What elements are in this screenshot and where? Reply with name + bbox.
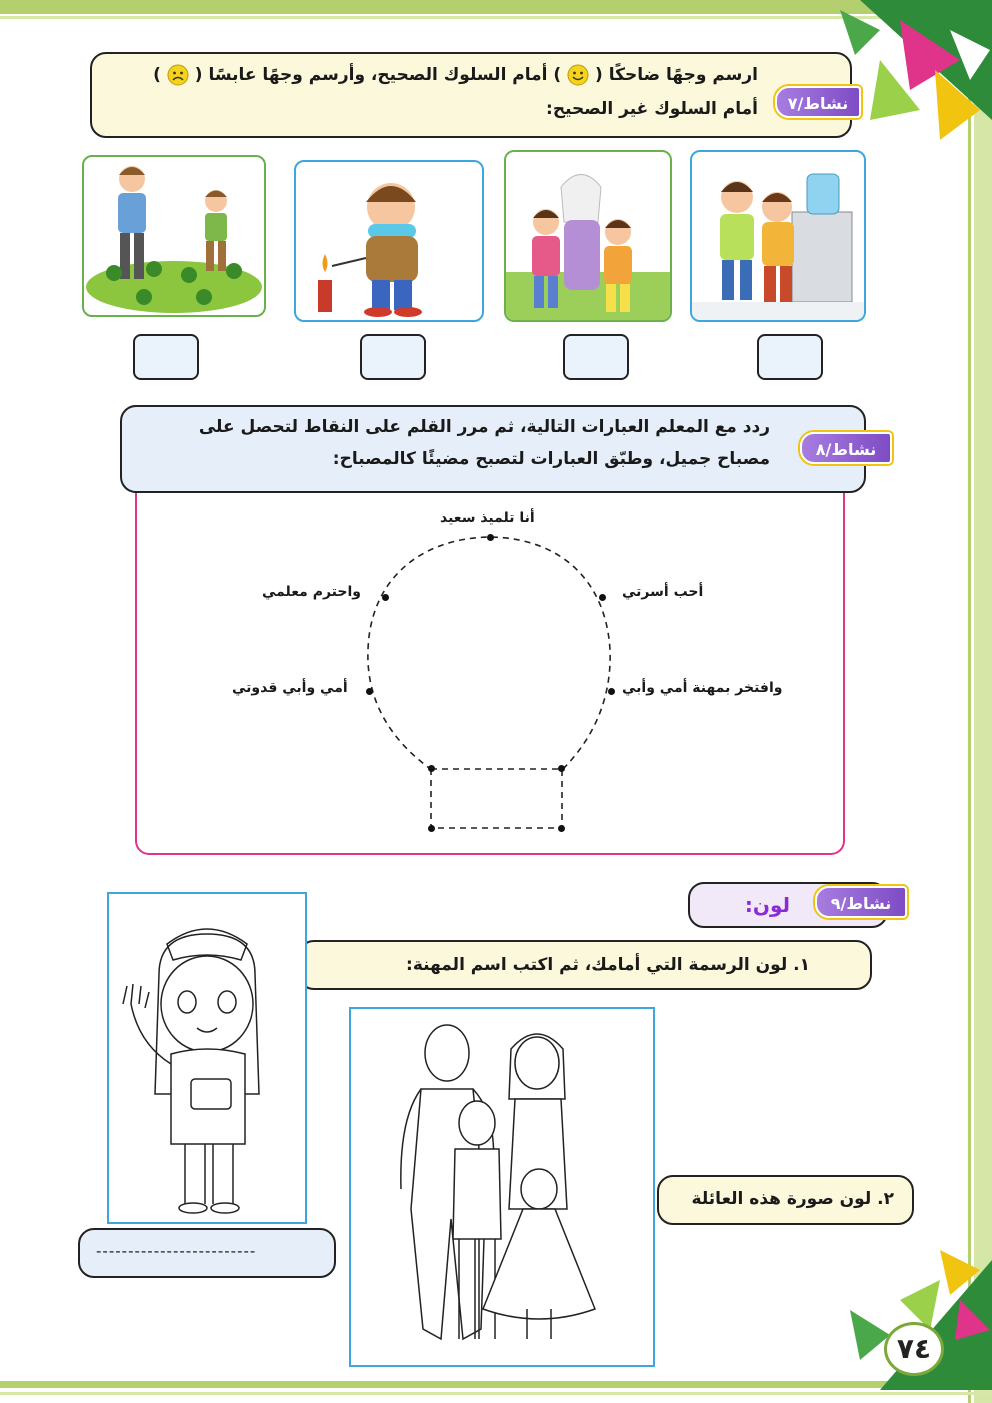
watering-plants-icon — [84, 157, 264, 315]
activity7-tag: نشاط/٧ — [775, 86, 861, 118]
picture-helping-grandmother — [504, 150, 672, 322]
grandmother-helping-icon — [506, 152, 670, 320]
picture-boys-quarrel — [690, 150, 866, 322]
lamp-dot-upper-left — [382, 594, 389, 601]
lamp-dot-base-br — [558, 825, 565, 832]
answer-box-1[interactable] — [757, 334, 823, 380]
page-border-right-line — [968, 0, 971, 1403]
answer-box-3[interactable] — [360, 334, 426, 380]
lamp-dot-upper-right — [599, 594, 606, 601]
page-border-right — [974, 0, 992, 1403]
lamp-dot-lower-right — [608, 688, 615, 695]
profession-answer-line[interactable]: ------------------------- — [96, 1242, 257, 1260]
lamp-dot-lower-left — [366, 688, 373, 695]
picture-watering-plants — [82, 155, 266, 317]
activity9-tag: نشاط/٩ — [815, 886, 907, 918]
activity8-tag: نشاط/٨ — [800, 432, 892, 464]
activity9-item1-text: ١. لون الرسمة التي أمامك، ثم اكتب اسم المهنة: — [406, 955, 810, 975]
lamp-dot-base-tl — [428, 765, 435, 772]
page-number: ٧٤ — [884, 1322, 944, 1376]
page-border-bottom-line — [0, 1392, 992, 1395]
activity9-title: لون: — [744, 893, 790, 917]
page-border-top — [0, 0, 900, 14]
activity7-text-part3: ) — [153, 65, 161, 85]
lamp-dot-top — [487, 534, 494, 541]
frowning-face-icon — [167, 64, 189, 86]
lamp-dot-base-bl — [428, 825, 435, 832]
activity8-instruction-line2: مصباح جميل، وطبّق العبارات لتصبح مضيئًا كالمصباح: — [332, 449, 770, 469]
activity8-instruction-line1: ردد مع المعلم العبارات التالية، ثم مرر القلم على النقاط لتحصل على — [198, 417, 770, 437]
dotted-lamp-outline — [330, 520, 660, 840]
phrase-upper-left: واحترم معلمي — [262, 584, 361, 600]
smiley-face-icon — [567, 64, 589, 86]
corner-decoration-top — [840, 0, 992, 160]
activity7-text-part1: ارسم وجهًا ضاحكًا ( — [595, 65, 758, 85]
picture-family — [349, 1007, 655, 1367]
phrase-top: أنا تلميذ سعيد — [440, 510, 535, 526]
children-fighting-icon — [692, 152, 864, 320]
phrase-lower-left: أمي وأبي قدوتي — [232, 680, 348, 696]
answer-box-4[interactable] — [133, 334, 199, 380]
phrase-upper-right: أحب أسرتي — [622, 584, 704, 600]
phrase-lower-right: وافتخر بمهنة أمي وأبي — [622, 680, 783, 696]
lamp-dot-base-tr — [558, 765, 565, 772]
page-border-top-line — [0, 16, 900, 19]
picture-nurse — [107, 892, 307, 1224]
nurse-outline-icon — [109, 894, 305, 1222]
family-outline-icon — [351, 1009, 653, 1365]
picture-boy-with-fire — [294, 160, 484, 322]
activity9-item2-text: ٢. لون صورة هذه العائلة — [691, 1189, 894, 1209]
activity7-instruction-line1 — [110, 62, 758, 88]
boy-with-fire-icon — [296, 162, 482, 320]
activity7-instruction-line2: أمام السلوك غير الصحيح: — [546, 99, 758, 119]
activity7-text-part2: ) أمام السلوك الصحيح، وأرسم وجهًا عابسًا ( — [194, 65, 562, 85]
answer-box-2[interactable] — [563, 334, 629, 380]
